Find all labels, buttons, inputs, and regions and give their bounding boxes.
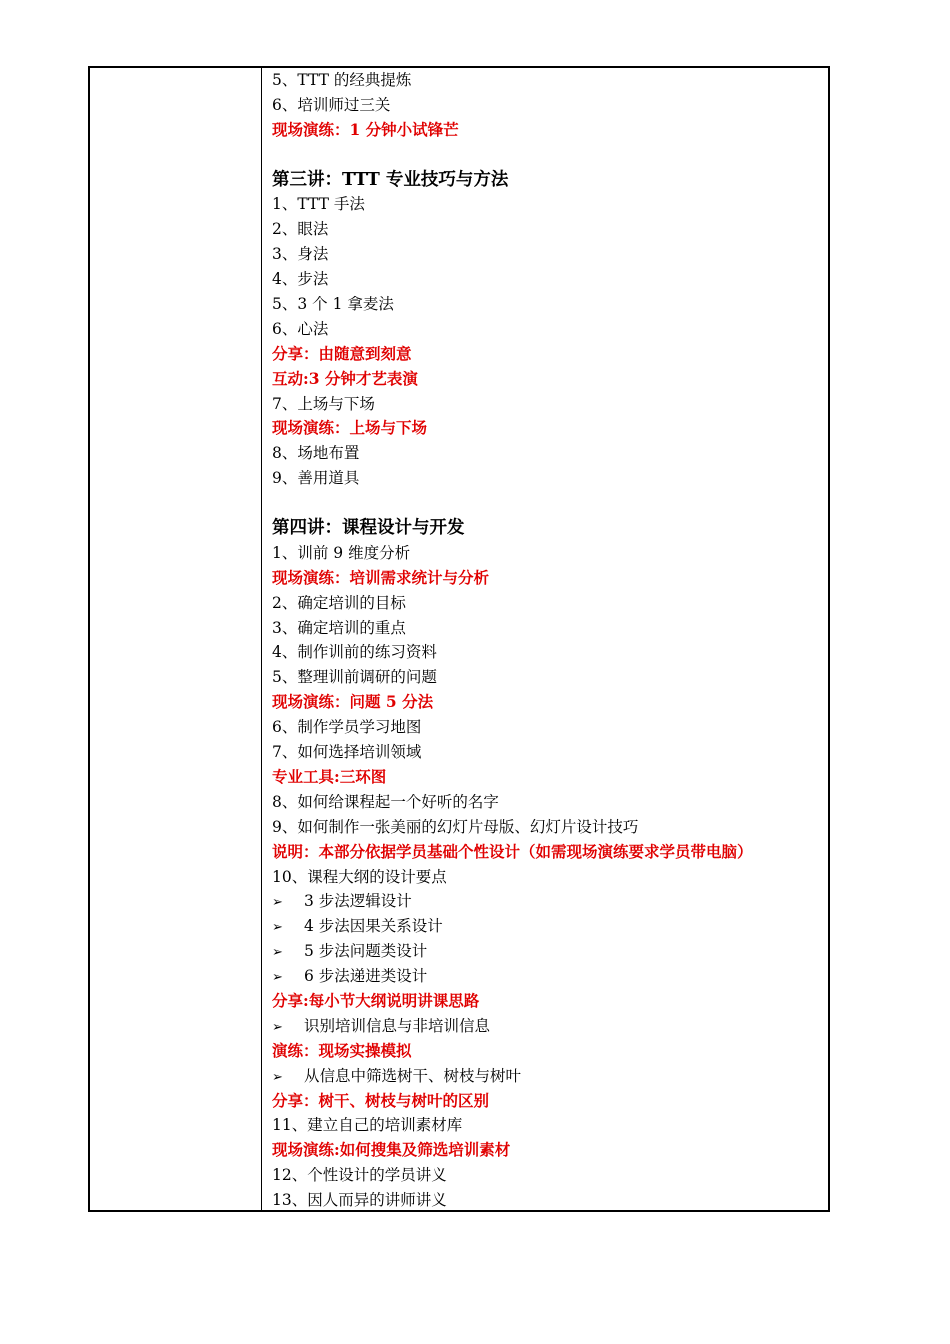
highlight-line: 说明：本部分依据学员基础个性设计（如需现场演练要求学员带电脑） bbox=[272, 841, 753, 861]
outline-item: 8、如何给课程起一个好听的名字 bbox=[272, 792, 499, 811]
outline-item: 4、步法 bbox=[272, 270, 329, 289]
bullet-item bbox=[272, 1064, 828, 1089]
outline-item: 5、TTT 的经典提炼 bbox=[272, 71, 412, 89]
outline-item: 11、建立自己的培训素材库 bbox=[272, 1116, 463, 1135]
arrow-bullet-icon: ➢ bbox=[272, 1019, 283, 1035]
bullet-text: 从信息中筛选树干、树枝与树叶 bbox=[304, 1066, 522, 1085]
highlight-line: 现场演练：上场与下场 bbox=[272, 418, 428, 438]
outline-item: 6、制作学员学习地图 bbox=[272, 718, 422, 737]
bullet-item bbox=[272, 1014, 828, 1039]
highlight-line: 分享:每小节大纲说明讲课思路 bbox=[272, 990, 480, 1010]
outline-item: 6、心法 bbox=[272, 319, 329, 338]
bullet-text: 5 步法问题类设计 bbox=[304, 942, 428, 961]
blank-line bbox=[272, 143, 828, 168]
outline-item: 9、如何制作一张美丽的幻灯片母版、幻灯片设计技巧 bbox=[272, 817, 639, 836]
outline-item: 2、眼法 bbox=[272, 220, 329, 239]
highlight-line: 现场演练：培训需求统计与分析 bbox=[272, 567, 490, 587]
outline-item: 3、身法 bbox=[272, 245, 329, 264]
bullet-item bbox=[272, 914, 828, 939]
bullet-text: 识别培训信息与非培训信息 bbox=[304, 1016, 491, 1035]
bullet-text: 4 步法因果关系设计 bbox=[304, 917, 443, 936]
outline-item: 1、训前 9 维度分析 bbox=[272, 543, 411, 562]
outline-item: 12、个性设计的学员讲义 bbox=[272, 1166, 447, 1185]
outline-item: 8、场地布置 bbox=[272, 444, 360, 463]
outline-item: 5、3 个 1 拿麦法 bbox=[272, 295, 394, 314]
outline-table bbox=[88, 66, 830, 1212]
bullet-text: 3 步法逻辑设计 bbox=[304, 892, 412, 911]
arrow-bullet-icon: ➢ bbox=[272, 1069, 283, 1085]
outline-item: 6、培训师过三关 bbox=[272, 95, 391, 114]
arrow-bullet-icon: ➢ bbox=[272, 895, 283, 911]
section-heading: 第四讲：课程设计与开发 bbox=[272, 518, 465, 539]
outline-item: 7、如何选择培训领域 bbox=[272, 743, 422, 762]
arrow-bullet-icon: ➢ bbox=[272, 920, 283, 936]
outline-item: 7、上场与下场 bbox=[272, 394, 375, 413]
arrow-bullet-icon: ➢ bbox=[272, 945, 283, 961]
bullet-text: 6 步法递进类设计 bbox=[304, 967, 428, 986]
outline-item: 5、整理训前调研的问题 bbox=[272, 668, 437, 687]
arrow-bullet-icon: ➢ bbox=[272, 970, 283, 986]
table-left-cell bbox=[90, 68, 262, 1210]
outline-item: 13、因人而异的讲师讲义 bbox=[272, 1191, 447, 1210]
bullet-item bbox=[272, 939, 828, 964]
outline-item: 2、确定培训的目标 bbox=[272, 593, 406, 612]
blank-line bbox=[272, 491, 828, 516]
outline-item: 3、确定培训的重点 bbox=[272, 618, 406, 637]
highlight-line: 演练：现场实操模拟 bbox=[272, 1040, 412, 1060]
outline-item: 1、TTT 手法 bbox=[272, 195, 365, 214]
outline-item: 4、制作训前的练习资料 bbox=[272, 643, 437, 662]
table-content-cell bbox=[272, 68, 828, 1213]
outline-item: 9、善用道具 bbox=[272, 469, 360, 488]
highlight-line: 现场演练：1 分钟小试锋芒 bbox=[272, 119, 459, 139]
outline-item: 10、课程大纲的设计要点 bbox=[272, 867, 447, 886]
highlight-line: 现场演练：问题 5 分法 bbox=[272, 692, 434, 712]
highlight-line: 分享：由随意到刻意 bbox=[272, 343, 412, 363]
highlight-line: 现场演练:如何搜集及筛选培训素材 bbox=[272, 1140, 511, 1160]
section-heading: 第三讲：TTT 专业技巧与方法 bbox=[272, 169, 509, 190]
bullet-item bbox=[272, 964, 828, 989]
highlight-line: 专业工具:三环图 bbox=[272, 766, 387, 786]
bullet-item bbox=[272, 889, 828, 914]
highlight-line: 互动:3 分钟才艺表演 bbox=[272, 368, 418, 388]
highlight-line: 分享：树干、树枝与树叶的区别 bbox=[272, 1090, 490, 1110]
